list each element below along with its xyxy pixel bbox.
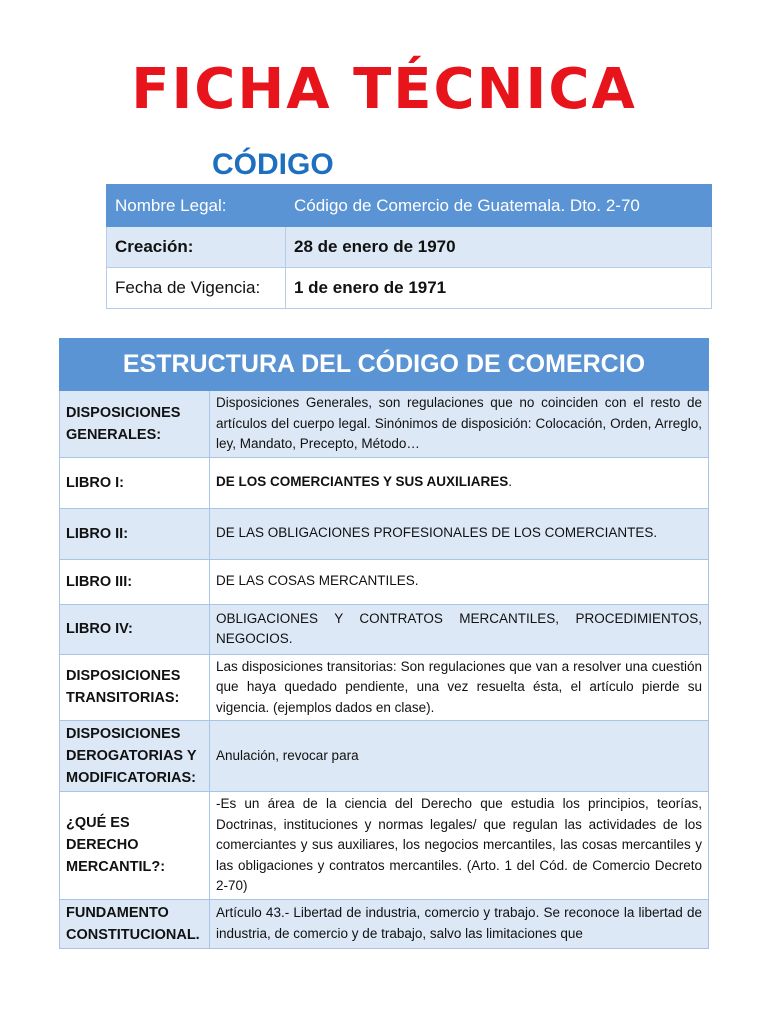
structure-label: DISPOSICIONES GENERALES: bbox=[60, 391, 210, 458]
structure-label: FUNDAMENTO CONSTITUCIONAL. bbox=[60, 899, 210, 948]
structure-row bbox=[60, 391, 709, 458]
info-row-creation bbox=[107, 227, 712, 268]
structure-label: DISPOSICIONES DEROGATORIAS Y MODIFICATORIAS: bbox=[60, 721, 210, 792]
structure-value: DE LAS OBLIGACIONES PROFESIONALES DE LOS COMERCIANTES. bbox=[210, 508, 709, 559]
structure-value bbox=[210, 457, 709, 508]
structure-row bbox=[60, 559, 709, 604]
structure-label: LIBRO IV: bbox=[60, 604, 210, 654]
structure-label: LIBRO III: bbox=[60, 559, 210, 604]
structure-label: DISPOSICIONES TRANSITORIAS: bbox=[60, 654, 210, 721]
info-row-effective-date bbox=[107, 268, 712, 309]
document-title: FICHA TÉCNICA bbox=[131, 57, 637, 122]
structure-value: Disposiciones Generales, son regulaciones que no coinciden con el resto de artículos del cuerpo legal. Sinónimos de disposición: Colocación, Orden, Arreglo, ley, Mandato, Precepto, Método… bbox=[210, 391, 709, 458]
structure-row bbox=[60, 899, 709, 948]
structure-value: Artículo 43.- Libertad de industria, comercio y trabajo. Se reconoce la libertad de industria, de comercio y de trabajo, salvo las limitaciones que bbox=[210, 899, 709, 948]
structure-label: ¿QUÉ ES DERECHO MERCANTIL?: bbox=[60, 792, 210, 900]
structure-value: OBLIGACIONES Y CONTRATOS MERCANTILES, PROCEDIMIENTOS, NEGOCIOS. bbox=[210, 604, 709, 654]
document-subtitle: CÓDIGO bbox=[212, 148, 334, 181]
info-value: 1 de enero de 1971 bbox=[286, 268, 712, 309]
structure-value-bold: DE LOS COMERCIANTES Y SUS AUXILIARES bbox=[216, 474, 509, 490]
info-value: 28 de enero de 1970 bbox=[286, 227, 712, 268]
info-label: Fecha de Vigencia: bbox=[107, 268, 286, 309]
structure-title: ESTRUCTURA DEL CÓDIGO DE COMERCIO bbox=[60, 339, 709, 391]
structure-row bbox=[60, 508, 709, 559]
structure-row bbox=[60, 604, 709, 654]
info-table bbox=[106, 184, 712, 309]
info-value: Código de Comercio de Guatemala. Dto. 2-70 bbox=[286, 185, 712, 227]
structure-value: -Es un área de la ciencia del Derecho que estudia los principios, teorías, Doctrinas, instituciones y normas legales/ que regulan las actividades de los comerciantes y sus auxiliares, los negocios mercantiles, las cosas mercantiles y las obligaciones y contratos mercantiles. (Arto. 1 del Cód. de Comercio Decreto 2-70) bbox=[210, 792, 709, 900]
structure-table bbox=[59, 338, 709, 949]
structure-row bbox=[60, 654, 709, 721]
structure-label: LIBRO II: bbox=[60, 508, 210, 559]
structure-header-row bbox=[60, 339, 709, 391]
structure-value: DE LAS COSAS MERCANTILES. bbox=[210, 559, 709, 604]
structure-value-suffix: . bbox=[508, 474, 513, 490]
info-label: Nombre Legal: bbox=[107, 185, 286, 227]
structure-label: LIBRO I: bbox=[60, 457, 210, 508]
structure-row bbox=[60, 721, 709, 792]
structure-value: Anulación, revocar para bbox=[210, 721, 709, 792]
info-row-legal-name bbox=[107, 185, 712, 227]
structure-value: Las disposiciones transitorias: Son regulaciones que van a resolver una cuestión que haya quedado pendiente, una vez resuelta ésta, el artículo pierde su vigencia. (ejemplos dados en clase). bbox=[210, 654, 709, 721]
structure-row bbox=[60, 792, 709, 900]
info-label: Creación: bbox=[107, 227, 286, 268]
structure-row bbox=[60, 457, 709, 508]
